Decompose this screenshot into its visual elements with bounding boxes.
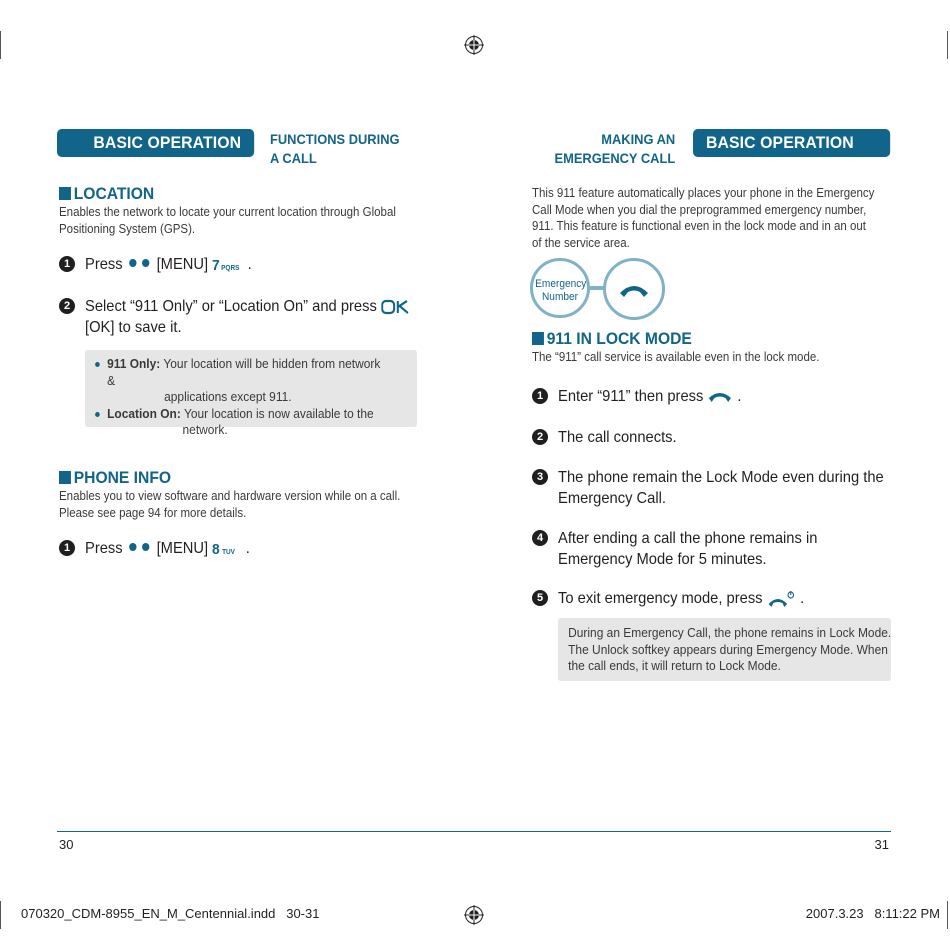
step-number: 1 [59, 540, 75, 556]
section-title-right [554, 130, 675, 168]
step-number: 4 [532, 530, 548, 546]
step-text: Select “911 Only” or “Location On” and press [85, 298, 377, 315]
location-step-2 [85, 296, 410, 338]
step-text: Press [85, 256, 123, 273]
menu-key-label: [MENU] [156, 540, 209, 557]
footer-rule [57, 831, 891, 832]
section-title-line: FUNCTIONS DURING [270, 131, 400, 147]
section-title-left [270, 130, 400, 168]
heading-text: LOCATION [73, 184, 155, 203]
lock-step-5 [558, 588, 804, 609]
key-8-tuv-icon [212, 541, 241, 557]
nav-dot-icon [142, 543, 149, 551]
step-number: 2 [532, 429, 548, 445]
note-term: Location On: [107, 405, 181, 421]
step-text: . [737, 388, 742, 405]
description-line: of the service area. [532, 235, 630, 250]
step-text: Press [85, 540, 123, 557]
phone-info-heading [59, 468, 171, 488]
svg-text:7: 7 [212, 257, 220, 273]
description-line: Call Mode when you dial the preprogrammed emergency number, [532, 202, 867, 217]
bullet-icon [95, 362, 100, 367]
section-title-line: EMERGENCY CALL [554, 150, 675, 166]
menu-key-label: [MENU] [156, 256, 209, 273]
note-text: The Unlock softkey appears during Emergency Mode. When [568, 641, 888, 657]
nav-dot-icon [129, 259, 136, 267]
send-key-circle [603, 258, 665, 320]
note-text: Your location is now available to the [183, 405, 374, 421]
nav-dot-icon [142, 259, 149, 267]
section-title-line: MAKING AN [601, 131, 675, 147]
section-title-line: A CALL [270, 150, 317, 166]
chapter-title: BASIC OPERATION [706, 133, 854, 152]
note-text: applications except 911. [164, 389, 292, 404]
lock-mode-heading [532, 329, 692, 349]
emergency-number-icon [530, 258, 590, 318]
step-number: 1 [532, 388, 548, 404]
ok-key-icon [381, 298, 410, 316]
chapter-tab-left [57, 129, 254, 157]
phone-info-description [59, 488, 400, 521]
description-line: Enables you to view software and hardware version while on a call. [59, 489, 401, 503]
heading-text: 911 IN LOCK MODE [546, 329, 692, 348]
icon-connector [590, 286, 604, 290]
chapter-title: BASIC OPERATION [93, 133, 242, 152]
step-text: Emergency Call. [558, 490, 666, 507]
location-note-box [85, 350, 417, 437]
note-term: 911 Only: [107, 356, 161, 371]
step-text: Emergency Mode for 5 minutes. [558, 551, 767, 568]
heading-text: PHONE INFO [73, 468, 172, 487]
note-text: the call ends, it will return to Lock Mode. [568, 658, 781, 673]
lock-step-4 [558, 528, 817, 570]
square-bullet-icon [59, 471, 71, 484]
location-description [59, 204, 396, 237]
location-heading [59, 184, 154, 204]
step-text: [OK] to save it. [85, 319, 182, 336]
chapter-tab-right [693, 129, 890, 157]
lock-mode-note-box [558, 618, 891, 681]
square-bullet-icon [59, 187, 71, 200]
note-bullet [85, 406, 390, 439]
step-text: To exit emergency mode, press [558, 590, 763, 607]
note-text: During an Emergency Call, the phone remains in Lock Mode. [568, 625, 892, 640]
step-text: After ending a call the phone remains in [558, 530, 818, 547]
step-text: . [247, 256, 252, 273]
description-line: Positioning System (GPS). [59, 221, 196, 236]
step-text: Enter “911” then press [558, 388, 704, 405]
slug-filename: 070320_CDM-8955_EN_M_Centennial.indd 30-31 [21, 906, 320, 921]
step-number: 3 [532, 469, 548, 485]
crop-mark-right-top [947, 31, 948, 59]
description-line: This 911 feature automatically places your phone in the Emergency [532, 186, 875, 200]
note-text: network. [182, 422, 228, 437]
note-bullet [85, 356, 390, 406]
svg-text:TUV: TUV [222, 548, 236, 556]
step-number: 1 [59, 256, 75, 272]
emergency-intro [532, 185, 874, 251]
step-number: 2 [59, 298, 75, 314]
page-number-right: 31 [874, 837, 889, 852]
lock-step-1 [558, 386, 741, 407]
end-key-icon [767, 590, 796, 608]
page-number-left: 30 [59, 837, 74, 852]
lock-step-3 [558, 467, 884, 509]
step-text: The call connects. [558, 429, 677, 446]
note-text: Your location will be hidden from network & [107, 356, 381, 388]
description-line: 911. This feature is functional even in the lock mode and in an out [532, 219, 866, 233]
registration-mark-icon [464, 905, 484, 925]
send-key-icon [707, 390, 733, 404]
bullet-icon [95, 412, 100, 417]
nav-dot-icon [129, 543, 136, 551]
step-text: . [800, 590, 805, 607]
crop-mark-left-top [0, 31, 1, 59]
step-text: . [245, 540, 250, 557]
svg-text:8: 8 [212, 541, 220, 557]
crop-mark-right-bottom [947, 901, 948, 929]
svg-text:PQRS: PQRS [221, 264, 240, 272]
description-line: Enables the network to locate your current location through Global [59, 205, 396, 219]
lock-mode-description: The “911” call service is available even in the lock mode. [532, 350, 820, 364]
step-number: 5 [532, 590, 548, 606]
square-bullet-icon [532, 332, 544, 345]
icon-label: Number [542, 291, 578, 303]
description-line: Please see page 94 for more details. [59, 505, 247, 520]
lock-step-2 [558, 427, 677, 448]
phone-info-step-1 [85, 538, 250, 559]
send-key-icon [606, 261, 662, 317]
key-7-pqrs-icon [212, 257, 243, 273]
registration-mark-icon [464, 35, 484, 55]
location-step-1 [85, 254, 252, 275]
crop-mark-left-bottom [0, 901, 1, 929]
step-text: The phone remain the Lock Mode even during the [558, 469, 884, 486]
icon-label: Emergency [535, 278, 587, 290]
slug-timestamp: 2007.3.23 8:11:22 PM [805, 906, 940, 921]
